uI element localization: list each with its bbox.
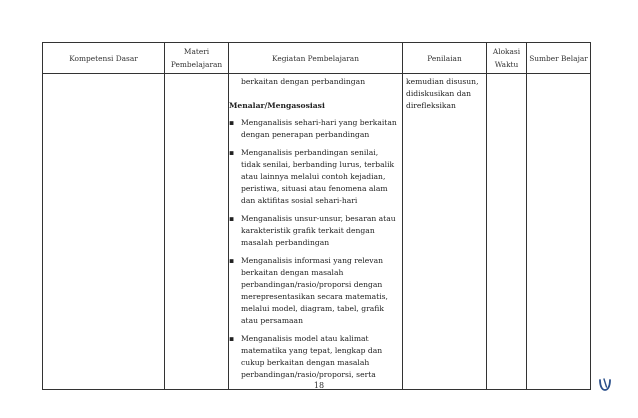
list-item xyxy=(229,147,398,207)
header-sumber-belajar: Sumber Belajar xyxy=(527,43,591,74)
cell-materi-pembelajaran xyxy=(165,74,229,390)
kegiatan-section-heading: Menalar/Mengasosiasi xyxy=(229,101,325,110)
cell-penilaian xyxy=(403,74,487,390)
lesson-plan-table xyxy=(42,42,591,390)
cell-kegiatan-pembelajaran xyxy=(229,74,403,390)
header-penilaian: Penilaian xyxy=(403,43,487,74)
bullet-icon: ▪ xyxy=(229,148,235,157)
header-materi-pembelajaran: Materi Pembelajaran xyxy=(165,43,229,74)
header-kompetensi-dasar: Kompetensi Dasar xyxy=(43,43,165,74)
kegiatan-lead-text: berkaitan dengan perbandingan xyxy=(241,77,366,86)
bullet-icon: ▪ xyxy=(229,334,235,343)
bullet-icon: ▪ xyxy=(229,118,235,127)
list-item xyxy=(229,213,398,249)
list-item-text: Menganalisis unsur-unsur, besaran atau karakteristik grafik terkait dengan masalah perbandingan xyxy=(241,214,396,247)
bullet-icon: ▪ xyxy=(229,214,235,223)
list-item-text: Menganalisis sehari-hari yang berkaitan dengan penerapan perbandingan xyxy=(241,118,397,139)
header-alokasi-waktu: Alokasi Waktu xyxy=(487,43,527,74)
header-row xyxy=(43,43,591,74)
list-item-text: Menganalisis perbandingan senilai, tidak senilai, berbanding lurus, terbalik atau lainnya melalui contoh kejadian, peristiwa, situasi atau fenomena alam dan aktifitas sosial sehari-hari xyxy=(241,148,395,205)
penilaian-text: kemudian disusun, didiskusikan dan direfleksikan xyxy=(406,77,479,110)
page-number: 18 xyxy=(313,381,325,390)
list-item xyxy=(229,333,398,381)
cell-sumber-belajar xyxy=(527,74,591,390)
list-item xyxy=(229,255,398,327)
bullet-icon: ▪ xyxy=(229,256,235,265)
brand-logo-icon xyxy=(597,377,613,393)
header-kegiatan-pembelajaran: Kegiatan Pembelajaran xyxy=(229,43,403,74)
cell-kompetensi-dasar xyxy=(43,74,165,390)
cell-alokasi-waktu xyxy=(487,74,527,390)
list-item xyxy=(229,117,398,141)
table-row xyxy=(43,74,591,390)
list-item-text: Menganalisis informasi yang relevan berkaitan dengan masalah perbandingan/rasio/proporsi dengan merepresentasikan secara matematis, melalui model, diagram, tabel, grafik atau persamaan xyxy=(241,256,388,325)
list-item-text: Menganalisis model atau kalimat matematika yang tepat, lengkap dan cukup berkaitan dengan masalah perbandingan/rasio/proporsi, serta xyxy=(241,334,383,379)
kegiatan-list xyxy=(229,117,398,381)
